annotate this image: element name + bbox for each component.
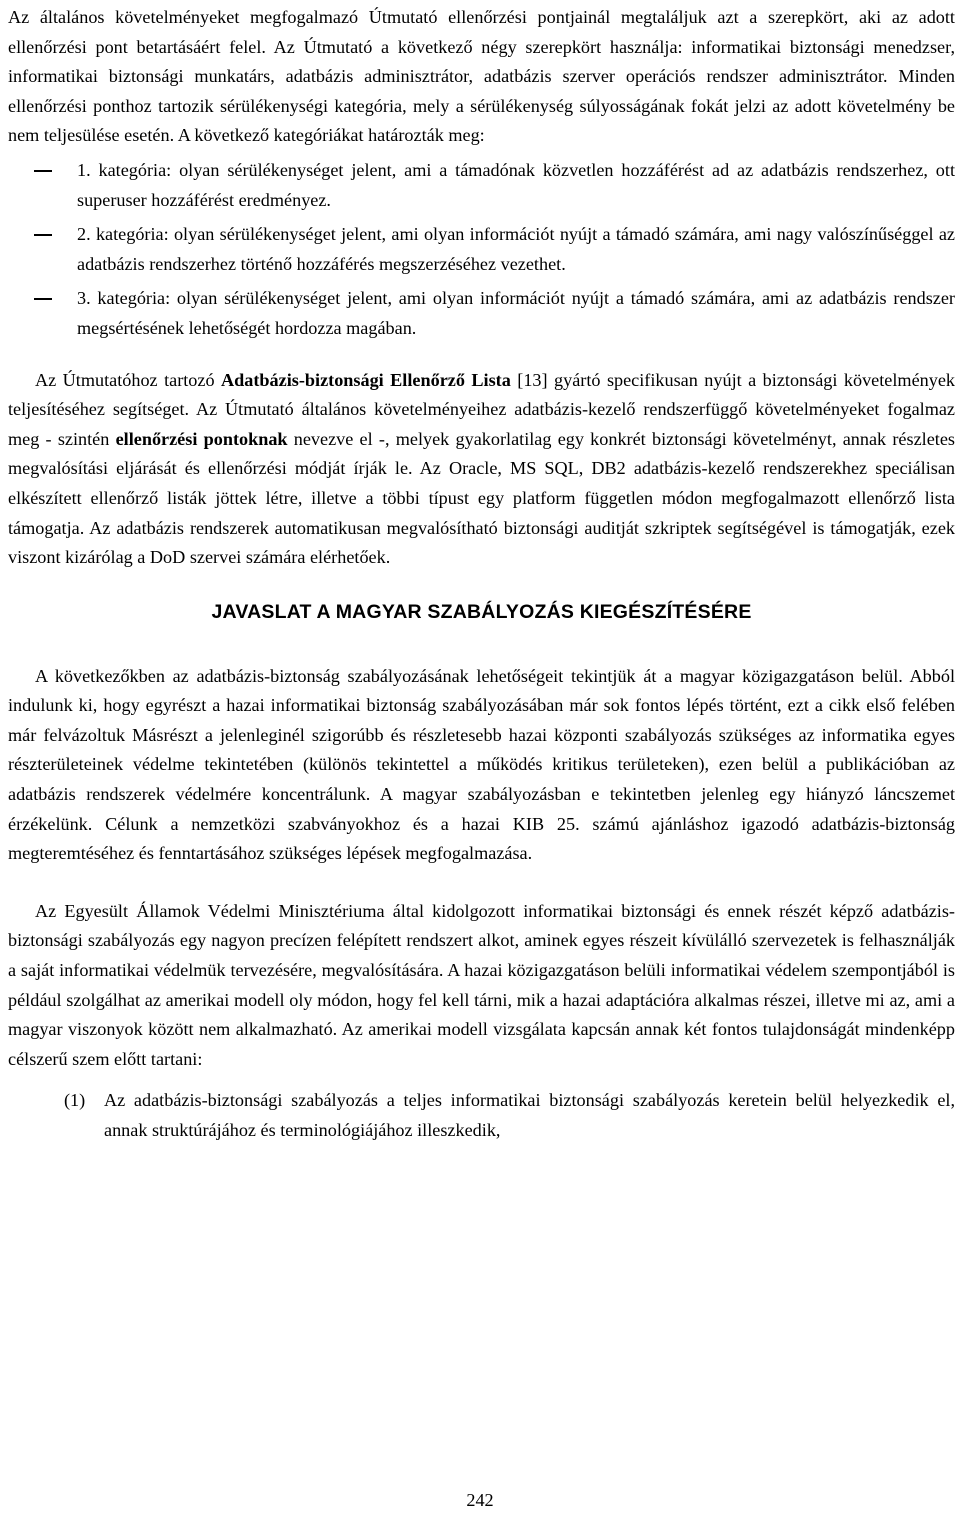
checklist-text-3: nevezve el -, melyek gyakorlatilag egy konkrét biztonsági követelményt, annak részletes megvalósítási eljárását és ellenőrzési módját írják le. Az Oracle, MS SQL, DB2 adatbázis-kezelő rendszerekhez speciálisan elkészített ellenőrző listák jöttek létre, illetve a többi típust egy platform független módon megfogalmazott ellenőrző lista támogatja. Az adatbázis rendszerek automatikusan megvalósítható biztonsági auditját szkriptek segítségével is támogatják, ezek viszont kizárólag a DoD szervei számára elérhetőek. xyxy=(8,428,955,568)
property-text: Az adatbázis-biztonsági szabályozás a teljes informatikai biztonsági szabályozás keretein belül helyezkedik el, annak struktúrájához és terminológiájához illeszkedik, xyxy=(104,1090,955,1140)
list-item xyxy=(8,220,955,279)
proposal-paragraph: A következőkben az adatbázis-biztonság szabályozásának lehetőségeit tekintjük át a magyar közigazgatáson belül. Abból indulunk ki, hogy egyrészt a hazai informatikai biztonság szabályozásában már sok fontos lépés történt, ezt a cikk első felében már felvázoltuk Másrészt a jelenleginél szigorúbb és részletesebb hazai központi szabályozás szükséges az informatika egyes részterületeinek védelme tekintetében (különös tekintettel a működés kritikus területeken), ezen belül a publikációban az adatbázis rendszerek védelmére koncentrálunk. A magyar szabályozásban e tekintetben jelenleg egy hiányzó láncszemet érzékelünk. Célunk a nemzetközi szabványokhoz és a hazai KIB 25. számú ajánláshoz igazodó adatbázis-biztonság megteremtéséhez és fenntartásához szükséges lépések megfogalmazása. xyxy=(8,665,955,864)
properties-list xyxy=(8,1086,955,1145)
list-item xyxy=(8,284,955,343)
page-number: 242 xyxy=(466,1490,494,1510)
list-item xyxy=(8,156,955,215)
usa-model-paragraph: Az Egyesült Államok Védelmi Minisztériuma által kidolgozott informatikai biztonsági és ennek részét képző adatbázis-biztonsági szabályozás egy nagyon precízen felépített rendszert alkot, aminek egyes részeit kívülálló szervezetek is felhasználják a saját informatikai védelmük tervezésére, megvalósítására. A hazai közigazgatáson belüli informatikai védelem szempontjából is például szolgálhat az amerikai modell oly módon, hogy fel kell tárni, mik a hazai adaptációra alkalmas részei, illetve mi az, ami a magyar viszonyok között nem alkalmazható. Az amerikai modell vizsgálata kapcsán annak két fontos tulajdonságát mindenképp célszerű szem előtt tartani: xyxy=(8,900,955,1069)
list-item xyxy=(8,1086,955,1145)
checklist-text-1: Az Útmutatóhoz tartozó xyxy=(35,369,222,390)
category-text: 1. kategória: olyan sérülékenységet jelent, ami a támadónak közvetlen hozzáférést ad az adatbázis rendszerhez, ott superuser hozzáférést eredményez. xyxy=(77,159,955,210)
section-heading: JAVASLAT A MAGYAR SZABÁLYOZÁS KIEGÉSZÍTÉSÉRE xyxy=(211,600,752,623)
checklist-paragraph xyxy=(8,366,955,573)
dash-bullet-icon xyxy=(34,298,52,300)
checkpoints-term-bold: ellenőrzési pontoknak xyxy=(115,428,288,449)
dash-bullet-icon xyxy=(34,170,52,172)
category-list xyxy=(8,156,955,344)
list-number: (1) xyxy=(64,1090,86,1111)
dash-bullet-icon xyxy=(34,234,52,236)
checklist-title-bold: Adatbázis-biztonsági Ellenőrző Lista xyxy=(221,369,511,390)
category-text: 2. kategória: olyan sérülékenységet jelent, ami olyan információt nyújt a támadó számára, ami nagy valószínűséggel az adatbázis rendszerhez történő hozzáférés megszerzéséhez vezethet. xyxy=(77,224,955,274)
intro-paragraph: Az általános követelményeket megfogalmazó Útmutató ellenőrzési pontjainál megtaláljuk azt a szerepkört, aki az adott ellenőrzési pont betartásáért felel. Az Útmutató a következő négy szerepkört használja: informatikai biztonsági menedzser, informatikai biztonsági munkatárs, adatbázis adminisztrátor, adatbázis szerver operációs rendszer adminisztrátor. Minden ellenőrzési ponthoz tartozik sérülékenységi kategória, mely a sérülékenység súlyosságának fokát jelzi az adott követelmény be nem teljesülése esetén. A következő kategóriákat határozták meg: xyxy=(8,7,955,146)
category-text: 3. kategória: olyan sérülékenységet jelent, ami olyan információt nyújt a támadó számára, ami az adatbázis rendszer megsértésének lehetőségét hordozza magában. xyxy=(77,288,955,338)
checklist-text-2: [13] gyártó specifikusan nyújt a biztonsági követelmények teljesítéséhez segítséget. Az Útmutató általános követelményeihez adatbázis-kezelő rendszerfüggő követelményeket fogalmaz meg - szintén xyxy=(8,369,955,449)
